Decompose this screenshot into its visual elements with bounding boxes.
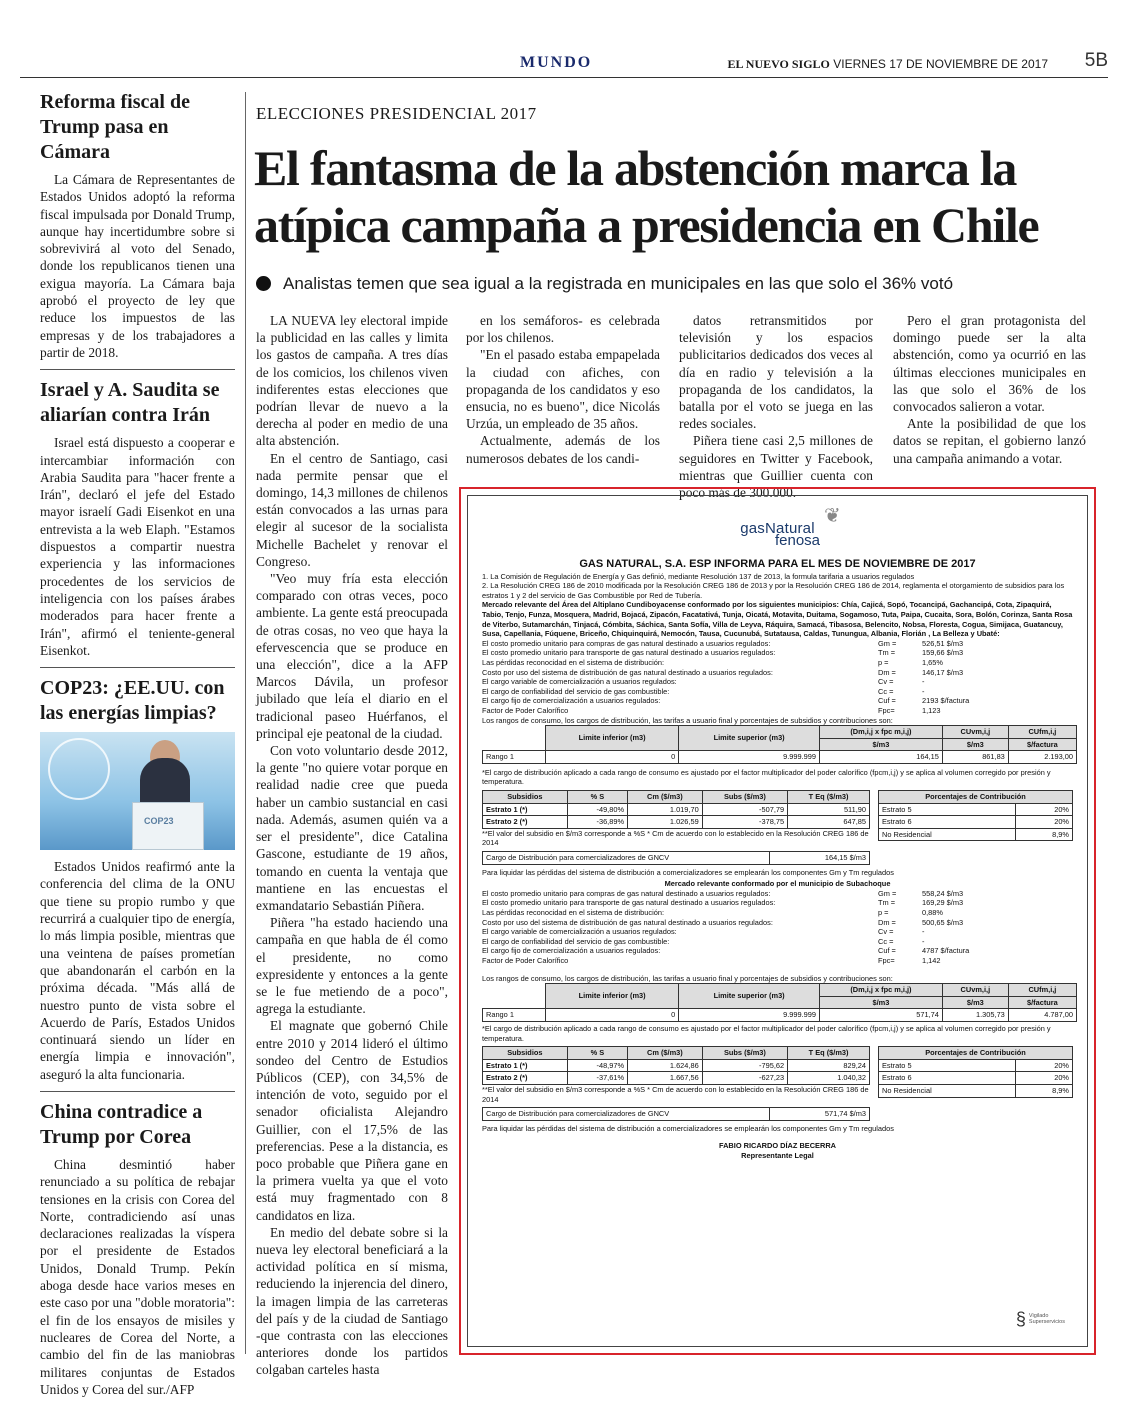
unit-header: $/m3 bbox=[942, 996, 1008, 1009]
contribution-cell: 20% bbox=[1015, 803, 1072, 816]
range-row bbox=[483, 1009, 1077, 1022]
article-column-1 bbox=[256, 312, 448, 1378]
subsidy-header-row bbox=[483, 1047, 870, 1060]
article-paragraph: Con voto voluntario desde 2012, la gente "no quiere votar porque en realidad nadie cree que pueda haber un cambio sustancial en casi nada. Además, asumen quién va a ser el presidente", dice Catalina Gascone, estudiante de 19 años, tomando en cuenta la ventaja que mantiene en las encuestas el exmandatario Sebastián Piñera. bbox=[256, 743, 448, 913]
stratum-cell: Estrato 5 bbox=[879, 803, 1016, 816]
subsidy-header-row bbox=[483, 791, 870, 804]
charge-label: Las pérdidas reconocidad en el sistema de distribución: bbox=[482, 657, 664, 667]
signature-block bbox=[482, 1141, 1073, 1160]
subsidy-cell: -507,79 bbox=[702, 803, 787, 816]
col-header: % S bbox=[567, 1047, 627, 1060]
range-cell: Rango 1 bbox=[483, 751, 546, 764]
contribution-cell: 8,9% bbox=[1015, 1084, 1072, 1097]
subsidy-cell: -378,75 bbox=[702, 816, 787, 829]
charge-value: - bbox=[922, 936, 925, 946]
podium-logo: COP23 bbox=[144, 816, 174, 827]
signer-name: FABIO RICARDO DÍAZ BECERRA bbox=[718, 1141, 837, 1151]
charge-row bbox=[482, 946, 1073, 956]
article-kicker: ELECCIONES PRESIDENCIAL 2017 bbox=[256, 104, 537, 123]
article-paragraph: "Veo muy fría esta elección comparado con otras veces, poco ambiente. La gente está preocupada de otras cosas, no veo que haya la efervescencia que se produce en una elección", dice a la AFP Marcos Dávila, un profesor jubilado que leía el diario en el tradicional paseo Huérfanos, el principal eje peatonal de la ciudad. bbox=[256, 571, 448, 741]
issue-date: VIERNES 17 DE NOVIEMBRE DE 2017 bbox=[833, 57, 1048, 71]
losses-note-1: Para liquidar las pérdidas del sistema de distribución a comercializadores se emplearán los componentes Gm y Tm regulados bbox=[482, 867, 894, 877]
butterfly-icon: ❦ bbox=[824, 505, 841, 527]
contribution-row bbox=[879, 803, 1073, 816]
vigilado-line-2: Superservicios bbox=[1028, 1319, 1065, 1325]
charge-value: 500,65 $/m3 bbox=[922, 917, 964, 927]
stratum-cell: Estrato 6 bbox=[879, 816, 1016, 829]
article-paragraph: "En el pasado estaba empapelada la ciudad con afiches, con propaganda de los candidatos y eso ensucia, no es bueno", dice Nicolás Urzúa, un empleado de 35 años. bbox=[466, 347, 660, 432]
charge-label: El costo promedio unitario para transporte de gas natural destinado a usuarios regulados: bbox=[482, 648, 776, 658]
subsidy-cell: -795,62 bbox=[702, 1059, 787, 1072]
charge-value: 558,24 $/m3 bbox=[922, 888, 964, 898]
divider bbox=[40, 1091, 235, 1092]
charge-label: Costo por uso del sistema de distribución de gas natural destinado a usuarios regulados: bbox=[482, 667, 773, 677]
stratum-cell: Estrato 5 bbox=[879, 1059, 1016, 1072]
subsidy-cell: 511,90 bbox=[788, 803, 870, 816]
column-rule bbox=[245, 92, 246, 1354]
charge-symbol: p = bbox=[878, 908, 889, 917]
gncv-table-1 bbox=[482, 851, 870, 865]
article-paragraph: LA NUEVA ley electoral impide la publicidad en las calles y limita los gastos de campaña. A tres días de los comicios, los chilenos viven indiferentes estas elecciones que podrían llevar de nuevo a la derecha al poder en medio de una alta abstención. bbox=[256, 313, 448, 449]
article-paragraph: El magnate que gobernó Chile entre 2010 y 2014 lideró el último sondeo del Centro de Estudios Públicos (CEP), con 34,5% de intención de voto, seguido por el senador oficialista Alejandro Guillier, con el 17,5% de las preferencias. Pese a la distancia, es poco probable que Piñera gane en la primera vuelta ya que el voto está muy fragmentado con 8 candidatos en liza. bbox=[256, 1018, 448, 1223]
brief-body-3: Estados Unidos reafirmó ante la conferencia del clima de la ONU que tiene su propio rumbo y que recurrirá a cualquier tipo de energía, lo más limpia posible, mientras que una veintena de países prometían que abandonarán el carbón en la próxima década. "Más allá de nuestro punto de vista sobre el Acuerdo de París, Estados Unidos continuará siendo un líder en energía limpia e innovación", aseguró la alta funcionaria. bbox=[40, 859, 235, 1082]
charge-label: El cargo de confiabilidad del servicio de gas combustible: bbox=[482, 686, 670, 696]
charge-symbol: Dm = bbox=[878, 917, 896, 927]
contribution-cell: 20% bbox=[1015, 1072, 1072, 1085]
subsidy-cell: -49,80% bbox=[567, 803, 627, 816]
lede-text: Analistas temen que sea igual a la registrada en municipales en las que solo el 36% votó bbox=[283, 274, 954, 293]
charge-value: 4787 $/factura bbox=[922, 946, 970, 956]
notice-frame bbox=[467, 495, 1088, 1347]
col-header: Porcentajes de Contribución bbox=[879, 1047, 1073, 1060]
subsidy-cell: 829,24 bbox=[788, 1059, 870, 1072]
range-table-1 bbox=[482, 725, 1077, 764]
range-cell: 0 bbox=[546, 751, 679, 764]
col-header: (Dm,i,j x fpc m,i,j) bbox=[819, 984, 942, 997]
brief-title-4: China contradice a Trump por Corea bbox=[40, 1100, 203, 1148]
article-column-3 bbox=[679, 312, 873, 501]
charge-symbol: Fpc= bbox=[878, 705, 895, 715]
subsidy-block-1 bbox=[482, 790, 1073, 848]
gas-natural-notice bbox=[459, 487, 1096, 1355]
charge-row bbox=[482, 696, 1073, 706]
article-paragraph: Ante la posibilidad de que los datos se repitan, el gobierno lanzó una campaña animando a votar. bbox=[893, 416, 1086, 466]
subsidy-cell: -627,23 bbox=[702, 1072, 787, 1085]
brief-body-4: China desmintió haber renunciado a su política de rebajar tensiones en la crisis con Corea del Norte, contradiciendo así unas declaraciones realizadas la víspera por el presidente de Estados Unidos, Donald Trump. Pekín aboga desde hace varios meses en este caso por una "doble moratoria": el fin de los ensayos de misiles y nucleares de Corea del Norte, a cambio del fin de las maniobras militares conjuntas de Estados Unidos y Corea del sur./AFP bbox=[40, 1156, 235, 1397]
charge-row bbox=[482, 908, 1073, 918]
charge-value: - bbox=[922, 677, 925, 687]
charge-label: Factor de Poder Calorífico bbox=[482, 705, 569, 715]
article-paragraph: en los semáforos- es celebrada por los chilenos. bbox=[466, 313, 660, 346]
subsidy-table-2 bbox=[482, 1046, 870, 1085]
subsidy-cell: 1.040,32 bbox=[788, 1072, 870, 1085]
brief-title-3: COP23: ¿EE.UU. con las energías limpias? bbox=[40, 677, 225, 725]
range-cell: 9.999.999 bbox=[679, 751, 820, 764]
charge-symbol: Cc = bbox=[878, 936, 894, 946]
subsidy-row bbox=[483, 1072, 870, 1085]
podium bbox=[132, 802, 204, 850]
col-header: Limite superior (m3) bbox=[679, 726, 820, 751]
page-header bbox=[20, 48, 1108, 78]
charge-row bbox=[482, 677, 1073, 687]
superservicios-icon: § bbox=[1015, 1309, 1026, 1329]
charge-label: Costo por uso del sistema de distribución de gas natural destinado a usuarios regulados: bbox=[482, 917, 773, 927]
col-header: Subs ($/m3) bbox=[702, 1047, 787, 1060]
charge-symbol: Cc = bbox=[878, 686, 894, 696]
market-1-heading: Mercado relevante del Área del Altiplano Cundiboyacense conformado por los siguientes municipios: Chía, Cajicá, Sopó, Tocancipá, Gachancipá, Cota, Zipaquirá, Tabio, Tenjo, Funza, Mosquera, Madrid, Bojacá, Zipacón, Facatativá, Tunja, Oicatá, Motavita, Duitama, Sogamoso, Tuta, Paipa, Cucaita, Sora, Bolón, Corinza, Santa Rosa de Viterbo, Sutamarchán, Tinjacá, Cómbita, Sáchica, Santa Sofía, Villa de Leyva, Ráquira, Samacá, Tibasosa, Belencito, Nobsa, Floresta, Cogua, Simijaca, Guatancuy, Susa, Capellania, Fúquene, Briceño, Chiquinquirá, Nemocón, Tausa, Cucunubá, Sutatausa, Caldas, Tunungua, Albania, Florián , La Belleza y Ubaté: bbox=[482, 600, 1073, 639]
contribution-table-1 bbox=[878, 790, 1073, 841]
range-header-row bbox=[483, 726, 1077, 739]
page-number: 5B bbox=[1084, 50, 1108, 71]
range-cell: 9.999.999 bbox=[679, 1009, 820, 1022]
subsidy-cell: -48,97% bbox=[567, 1059, 627, 1072]
cop23-photo bbox=[40, 732, 235, 850]
company-logo bbox=[482, 506, 1073, 554]
bullet-icon bbox=[256, 276, 271, 291]
divider bbox=[40, 667, 235, 668]
charge-label: El cargo fijo de comercialización a usuarios regulados: bbox=[482, 696, 661, 706]
charge-value: 169,29 $/m3 bbox=[922, 898, 964, 908]
charge-row bbox=[482, 956, 1073, 966]
contribution-cell: 20% bbox=[1015, 816, 1072, 829]
divider bbox=[40, 369, 235, 370]
charge-value: 526,51 $/m3 bbox=[922, 638, 964, 648]
market-2-heading: Mercado relevante conformado por el municipio de Subachoque bbox=[664, 879, 891, 889]
range-cell: 861,83 bbox=[942, 751, 1008, 764]
charge-value: 1,142 bbox=[922, 955, 941, 965]
unit-header: $/factura bbox=[1008, 996, 1076, 1009]
contribution-cell: 20% bbox=[1015, 1059, 1072, 1072]
subsidy-note-1: **El valor del subsidio en $/m3 corresponde a %S * Cm de acuerdo con lo establecido en la Resolución CREG 186 de 2014 bbox=[482, 828, 869, 848]
charge-label: El cargo variable de comercialización a usuarios regulados: bbox=[482, 927, 677, 937]
signer-role: Representante Legal bbox=[741, 1150, 814, 1160]
unit-header: $/factura bbox=[1008, 738, 1076, 751]
subsidy-cell: -36,89% bbox=[567, 816, 627, 829]
subsidy-row bbox=[483, 803, 870, 816]
col-header: CUfm,i,j bbox=[1008, 984, 1076, 997]
contribution-row bbox=[879, 1059, 1073, 1072]
charge-row bbox=[482, 927, 1073, 937]
stratum-cell: No Residencial bbox=[879, 1084, 1016, 1097]
paper-name: EL NUEVO SIGLO bbox=[727, 57, 830, 71]
subsidy-table-1 bbox=[482, 790, 870, 829]
subsidy-row bbox=[483, 816, 870, 829]
subsidy-cell: 1.624,86 bbox=[628, 1059, 703, 1072]
subsidy-cell: 1.667,56 bbox=[628, 1072, 703, 1085]
charge-label: El costo promedio unitario para compras de gas natural destinado a usuarios regulados: bbox=[482, 888, 771, 898]
article-paragraph: Pero el gran protagonista del domingo puede ser la alta abstención, como ya ocurrió en las últimas elecciones municipales en las que solo el 36% de los convocados salieron a votar. bbox=[893, 313, 1086, 415]
article-headline: El fantasma de la abstención marca la atípica campaña a presidencia en Chile bbox=[254, 140, 1039, 253]
contribution-header-row bbox=[879, 1047, 1073, 1060]
gncv-label: Cargo de Distribución para comercializadores de GNCV bbox=[483, 1108, 770, 1121]
charge-label: El costo promedio unitario para compras de gas natural destinado a usuarios regulados: bbox=[482, 638, 771, 648]
contribution-row bbox=[879, 828, 1073, 841]
charge-symbol: Fpc= bbox=[878, 955, 895, 965]
charge-symbol: Cuf = bbox=[878, 696, 896, 706]
charge-row bbox=[482, 668, 1073, 678]
col-header: Subsidios bbox=[483, 791, 568, 804]
col-header: T Eq ($/m3) bbox=[788, 1047, 870, 1060]
article-column-2 bbox=[466, 312, 660, 472]
contribution-header-row bbox=[879, 791, 1073, 804]
col-header: T Eq ($/m3) bbox=[788, 791, 870, 804]
subsidy-cell: 647,85 bbox=[788, 816, 870, 829]
range-cell: 2.193,00 bbox=[1008, 751, 1076, 764]
col-header: Subs ($/m3) bbox=[702, 791, 787, 804]
brief-body-2: Israel está dispuesto a cooperar e intercambiar información con Arabia Saudita para "hacer frente a Irán", declaró el jefe del Estado mayor israelí Gadi Eisenkot en una entrevista a la web Elaph. "Estamos dispuestos a compartir nuestra experiencia y las informaciones procedentes de los servicios de inteligencia con los países árabes moderados para hacer frente a Irán", afirmó el teniente-general Eisenkot. bbox=[40, 435, 235, 658]
subsidy-row bbox=[483, 1059, 870, 1072]
article-paragraph: En el centro de Santiago, casi nada permite pensar que el domingo, 14,3 millones de chilenos están convocados a las urnas para elegir al sucesor de la socialista Michelle Bachelet y renovar el Congreso. bbox=[256, 450, 448, 569]
contribution-row bbox=[879, 1072, 1073, 1085]
charge-value: 1,123 bbox=[922, 705, 941, 715]
charge-label: El cargo fijo de comercialización a usuarios regulados: bbox=[482, 946, 661, 956]
charge-row bbox=[482, 639, 1073, 649]
unit-header: $/m3 bbox=[819, 996, 942, 1009]
stratum-cell: Estrato 6 bbox=[879, 1072, 1016, 1085]
vigilado-line-1: Vigilado bbox=[1028, 1313, 1049, 1319]
ranges-intro-2: Los rangos de consumo, los cargos de distribución, las tarifas a usuario final y porcentajes de subsidios y contribuciones son: bbox=[482, 973, 893, 983]
contribution-table-2 bbox=[878, 1046, 1073, 1097]
charge-row bbox=[482, 706, 1073, 716]
article-column-4 bbox=[893, 312, 1086, 472]
section-label: MUNDO bbox=[520, 54, 593, 71]
stratum-cell: Estrato 1 (*) bbox=[483, 1059, 568, 1072]
charge-row bbox=[482, 648, 1073, 658]
charge-symbol: Cuf = bbox=[878, 946, 896, 956]
col-header: Limite inferior (m3) bbox=[546, 726, 679, 751]
col-header: Cm ($/m3) bbox=[628, 791, 703, 804]
article-paragraph: En medio del debate sobre si la nueva ley electoral beneficiará a la actividad política en sí misma, reduciendo la injerencia del dinero, la imagen limpia de las carreteras del país y de la ciudad de Santiago -que contrasta con las elecciones anteriores donde los partidos colgaban carteles hasta bbox=[256, 1224, 448, 1378]
fpc-note-1: *El cargo de distribución aplicado a cada rango de consumo es ajustado por el factor multiplicador del poder calorífico (fpcm,i,j) y se aplica al volumen corregido por presión y temperatura. bbox=[482, 767, 1051, 787]
charge-symbol: Cv = bbox=[878, 927, 894, 937]
subsidy-cell: 1.026,59 bbox=[628, 816, 703, 829]
news-sidebar bbox=[40, 90, 235, 1397]
charge-symbol: p = bbox=[878, 657, 889, 667]
charge-symbol: Dm = bbox=[878, 667, 896, 677]
col-header: Limite superior (m3) bbox=[679, 984, 820, 1009]
stratum-cell: Estrato 1 (*) bbox=[483, 803, 568, 816]
charge-symbol: Tm = bbox=[878, 898, 896, 908]
article-paragraph: Piñera "ha estado haciendo una campaña en que habla de él como el presidente, no como expresidente y entonces a la gente se le fue metiendo de a poco", agrega la estudiante. bbox=[256, 915, 448, 1017]
market-1-charges bbox=[482, 639, 1073, 716]
article-lede bbox=[256, 274, 953, 294]
notice-title: GAS NATURAL, S.A. ESP INFORMA PARA EL MES DE NOVIEMBRE DE 2017 bbox=[579, 558, 976, 570]
col-header: Subsidios bbox=[483, 1047, 568, 1060]
losses-note-2: Para liquidar las pérdidas del sistema de distribución a comercializadores se emplearán los componentes Gm y Tm regulados bbox=[482, 1123, 894, 1133]
stratum-cell: Estrato 2 (*) bbox=[483, 1072, 568, 1085]
contribution-row bbox=[879, 816, 1073, 829]
brief-title-1: Reforma fiscal de Trump pasa en Cámara bbox=[40, 91, 190, 163]
col-header: CUvm,i,j bbox=[942, 726, 1008, 739]
col-header: (Dm,i,j x fpc m,i,j) bbox=[819, 726, 942, 739]
charge-value: 1,65% bbox=[922, 657, 943, 667]
masthead bbox=[727, 57, 1048, 72]
charge-row bbox=[482, 658, 1073, 668]
charge-symbol: Tm = bbox=[878, 648, 896, 658]
charge-row bbox=[482, 687, 1073, 697]
charge-value: 159,66 $/m3 bbox=[922, 648, 964, 658]
charge-row bbox=[482, 918, 1073, 928]
charge-row bbox=[482, 898, 1073, 908]
blank-cell bbox=[483, 984, 546, 1009]
charge-symbol: Cv = bbox=[878, 677, 894, 687]
range-cell: 571,74 bbox=[819, 1009, 942, 1022]
article-paragraph: Actualmente, además de los numerosos debates de los candi- bbox=[466, 433, 660, 466]
article-paragraph: Piñera tiene casi 2,5 millones de seguidores en Twitter y Facebook, mientras que Guillier cuenta con poco más de 300.000. bbox=[679, 433, 873, 501]
charge-value: - bbox=[922, 927, 925, 937]
fpc-note-2: *El cargo de distribución aplicado a cada rango de consumo es ajustado por el factor multiplicador del poder calorífico (fpcm,i,j) y se aplica al volumen corregido por presión y temperatura. bbox=[482, 1023, 1051, 1043]
col-header: Cm ($/m3) bbox=[628, 1047, 703, 1060]
col-header: CUfm,i,j bbox=[1008, 726, 1076, 739]
blank-cell bbox=[483, 726, 546, 751]
logo-line-2: fenosa bbox=[774, 531, 821, 549]
col-header: CUvm,i,j bbox=[942, 984, 1008, 997]
brief-body-1: La Cámara de Representantes de Estados Unidos adoptó la reforma fiscal impulsada por Donald Trump, aunque hay incertidumbre sobre si sobrevivirá al voto del Senado, donde los republicanos tienen una exigua mayoría. La Cámara baja aprobó el proyecto de ley que reduce los impuestos de las empresas y de los trabajadores a partir de 2018. bbox=[40, 172, 235, 360]
charge-label: Factor de Poder Calorífico bbox=[482, 955, 569, 965]
charge-label: El costo promedio unitario para transporte de gas natural destinado a usuarios regulados: bbox=[482, 898, 776, 908]
gncv-value: 164,15 $/m3 bbox=[770, 852, 870, 865]
range-header-row bbox=[483, 984, 1077, 997]
gncv-table-2 bbox=[482, 1107, 870, 1121]
charge-label: El cargo de confiabilidad del servicio de gas combustible: bbox=[482, 936, 670, 946]
market-2-charges bbox=[482, 889, 1073, 966]
ranges-intro-1: Los rangos de consumo, los cargos de distribución, las tarifas a usuario final y porcentajes de subsidios y contribuciones son: bbox=[482, 715, 893, 725]
charge-value: - bbox=[922, 686, 925, 696]
charge-symbol: Gm = bbox=[878, 888, 897, 898]
brief-title-2: Israel y A. Saudita se aliarían contra Irán bbox=[40, 379, 220, 427]
charge-value: 0,88% bbox=[922, 908, 943, 917]
subsidy-cell: 1.019,70 bbox=[628, 803, 703, 816]
subsidy-cell: -37,61% bbox=[567, 1072, 627, 1085]
range-cell: 1.305,73 bbox=[942, 1009, 1008, 1022]
subsidy-block-2 bbox=[482, 1046, 1073, 1104]
unit-header: $/m3 bbox=[942, 738, 1008, 751]
range-row bbox=[483, 751, 1077, 764]
charge-value: 146,17 $/m3 bbox=[922, 667, 964, 677]
note-2: 2. La Resolución CREG 186 de 2010 modificada por la Resolución CREG 186 de 2013 y por la Resolución CREG 186 de 2014, reglamenta el otorgamiento de subsidios para los estratos 1 y 2 del servicio de Gas Combustible por Red de Tubería. bbox=[482, 581, 1065, 600]
charge-value: 2193 $/factura bbox=[922, 696, 970, 706]
gncv-label: Cargo de Distribución para comercializadores de GNCV bbox=[483, 852, 770, 865]
article-paragraph: datos retransmitidos por televisión y los espacios publicitarios dedicados dos veces al día en radio y televisión a la propaganda de los candidatos, la batalla por el voto se juega en las redes sociales. bbox=[679, 313, 873, 432]
col-header: % S bbox=[567, 791, 627, 804]
un-emblem-icon bbox=[48, 738, 110, 800]
contribution-cell: 8,9% bbox=[1015, 828, 1072, 841]
col-header: Limite inferior (m3) bbox=[546, 984, 679, 1009]
charge-row bbox=[482, 889, 1073, 899]
stratum-cell: Estrato 2 (*) bbox=[483, 816, 568, 829]
gncv-value: 571,74 $/m3 bbox=[770, 1108, 870, 1121]
note-1: 1. La Comisión de Regulación de Energía y Gas definió, mediante Resolución 137 de 2013, la formula tarifaria a usuarios regulados bbox=[482, 571, 915, 581]
stratum-cell: No Residencial bbox=[879, 828, 1016, 841]
logo-line-1: gasNatural bbox=[740, 520, 815, 537]
range-cell: 0 bbox=[546, 1009, 679, 1022]
charge-label: El cargo variable de comercialización a usuarios regulados: bbox=[482, 677, 677, 687]
range-table-2 bbox=[482, 983, 1077, 1022]
vigilado-badge bbox=[1016, 1310, 1065, 1328]
charge-row bbox=[482, 937, 1073, 947]
range-cell: 164,15 bbox=[819, 751, 942, 764]
range-cell: Rango 1 bbox=[483, 1009, 546, 1022]
range-cell: 4.787,00 bbox=[1008, 1009, 1076, 1022]
contribution-row bbox=[879, 1084, 1073, 1097]
subsidy-note-2: **El valor del subsidio en $/m3 corresponde a %S * Cm de acuerdo con lo establecido en la Resolución CREG 186 de 2014 bbox=[482, 1084, 869, 1104]
charge-label: Las pérdidas reconocidad en el sistema de distribución: bbox=[482, 908, 664, 917]
col-header: Porcentajes de Contribución bbox=[879, 791, 1073, 804]
charge-symbol: Gm = bbox=[878, 638, 897, 648]
unit-header: $/m3 bbox=[819, 738, 942, 751]
